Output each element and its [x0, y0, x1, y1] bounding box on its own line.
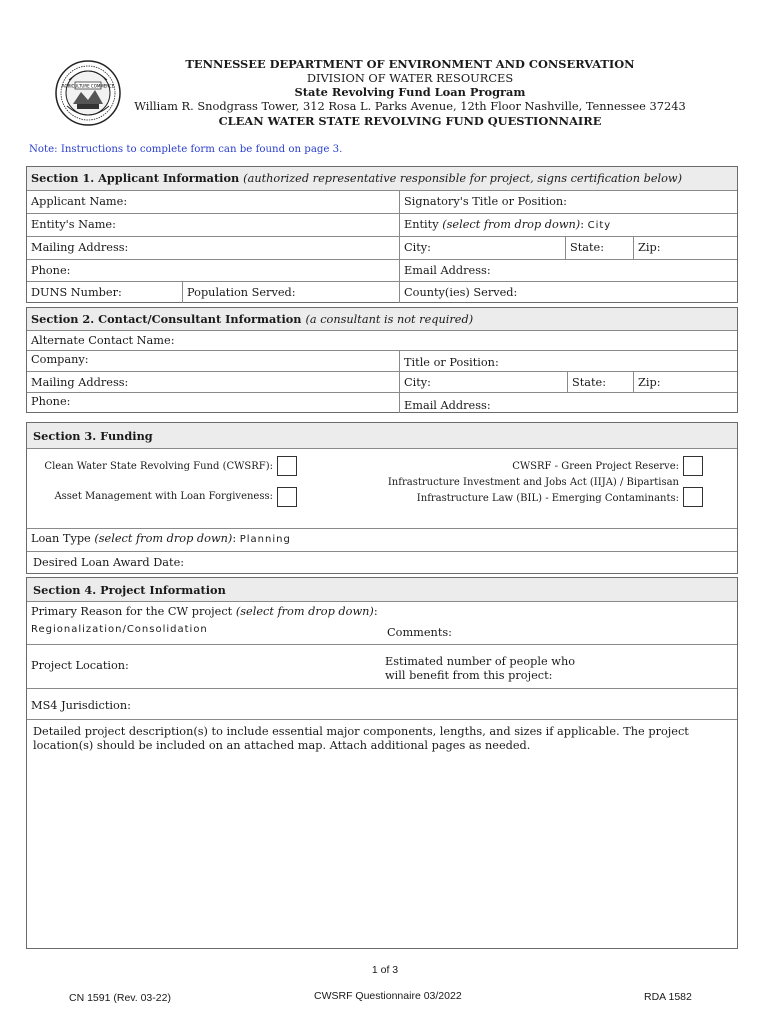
contact-state-field[interactable]: State:: [567, 372, 633, 392]
comments-field[interactable]: Comments:: [387, 626, 452, 639]
cwsrf-checkbox[interactable]: [277, 456, 297, 476]
iija-label-line2: Infrastructure Law (BIL) - Emerging Contaminants:: [416, 493, 679, 504]
section4-table: [26, 577, 738, 949]
form-title: CLEAN WATER STATE REVOLVING FUND QUESTIONNAIRE: [218, 114, 602, 128]
section3-title: Section 3. Funding: [33, 429, 153, 443]
emerging-contaminants-checkbox[interactable]: [683, 487, 703, 507]
city-field[interactable]: City:: [399, 237, 565, 259]
ms4-jurisdiction-field[interactable]: MS4 Jurisdiction:: [31, 699, 131, 712]
division-name: DIVISION OF WATER RESOURCES: [306, 71, 514, 85]
program-name: State Revolving Fund Loan Program: [294, 85, 526, 99]
section1-title: Section 1. Applicant Information (authorized representative responsible for project, signs certification below): [31, 171, 682, 185]
seal-text: AGRICULTURE COMMERCE: [61, 83, 115, 89]
green-reserve-checkbox[interactable]: [683, 456, 703, 476]
zip-field[interactable]: Zip:: [633, 237, 737, 259]
mailing-address-field[interactable]: Mailing Address:: [31, 241, 129, 254]
applicant-name-field[interactable]: Applicant Name:: [31, 195, 128, 208]
contact-mailing-address-field[interactable]: Mailing Address:: [31, 376, 129, 389]
contact-phone-field[interactable]: Phone:: [31, 395, 71, 408]
asset-management-checkbox[interactable]: [277, 487, 297, 507]
primary-reason-dropdown[interactable]: Primary Reason for the CW project (select from drop down): Regionalization/Consolidation: [31, 605, 378, 635]
section2-title: Section 2. Contact/Consultant Information (a consultant is not required): [31, 312, 474, 326]
contact-city-field[interactable]: City:: [399, 372, 567, 392]
section2-table: [26, 307, 738, 413]
alternate-contact-field[interactable]: Alternate Contact Name:: [31, 334, 175, 347]
project-location-field[interactable]: Project Location:: [31, 659, 129, 672]
loan-type-dropdown[interactable]: Loan Type (select from drop down): Planning: [31, 532, 291, 545]
section4-title: Section 4. Project Information: [33, 583, 226, 597]
company-field[interactable]: Company:: [31, 353, 89, 366]
people-benefit-field[interactable]: Estimated number of people who will benefit from this project:: [385, 655, 576, 682]
entity-name-field[interactable]: Entity's Name:: [31, 218, 116, 231]
contact-zip-field[interactable]: Zip:: [633, 372, 737, 392]
email-field[interactable]: Email Address:: [399, 260, 737, 281]
contact-title-field[interactable]: Title or Position:: [399, 351, 737, 371]
state-seal: [55, 60, 121, 126]
green-reserve-label: CWSRF - Green Project Reserve:: [512, 461, 679, 472]
section1-table: [26, 166, 738, 303]
instructions-note: Note: Instructions to complete form can be found on page 3.: [29, 144, 343, 155]
state-field[interactable]: State:: [565, 237, 633, 259]
population-served-field[interactable]: Population Served:: [182, 282, 399, 303]
agency-address: William R. Snodgrass Tower, 312 Rosa L. Parks Avenue, 12th Floor Nashville, Tennessee 37243: [134, 99, 686, 113]
entity-type-dropdown[interactable]: Entity (select from drop down): City: [399, 214, 737, 236]
section3-table: [26, 422, 738, 574]
form-footer-title: CWSRF Questionnaire 03/2022: [314, 990, 462, 1002]
phone-field[interactable]: Phone:: [31, 264, 71, 277]
counties-served-field[interactable]: County(ies) Served:: [399, 282, 737, 303]
project-description-field[interactable]: Detailed project description(s) to include essential major components, lengths, and sizes if applicable. The project location(s) should be included on an attached map. Attach additional pages as needed.: [33, 725, 689, 752]
contact-email-field[interactable]: Email Address:: [399, 393, 737, 413]
signatory-title-field[interactable]: Signatory's Title or Position:: [399, 191, 737, 213]
rda-number: RDA 1582: [644, 991, 692, 1003]
desired-loan-date-field[interactable]: Desired Loan Award Date:: [33, 556, 185, 569]
agency-name: TENNESSEE DEPARTMENT OF ENVIRONMENT AND CONSERVATION: [185, 57, 635, 71]
page-number: 1 of 3: [371, 964, 399, 976]
iija-label-line1: Infrastructure Investment and Jobs Act (IIJA) / Bipartisan: [387, 477, 679, 488]
cwsrf-label: Clean Water State Revolving Fund (CWSRF):: [44, 461, 273, 472]
asset-management-label: Asset Management with Loan Forgiveness:: [54, 491, 273, 502]
form-number: CN 1591 (Rev. 03-22): [69, 992, 171, 1004]
duns-number-field[interactable]: DUNS Number:: [31, 286, 122, 299]
